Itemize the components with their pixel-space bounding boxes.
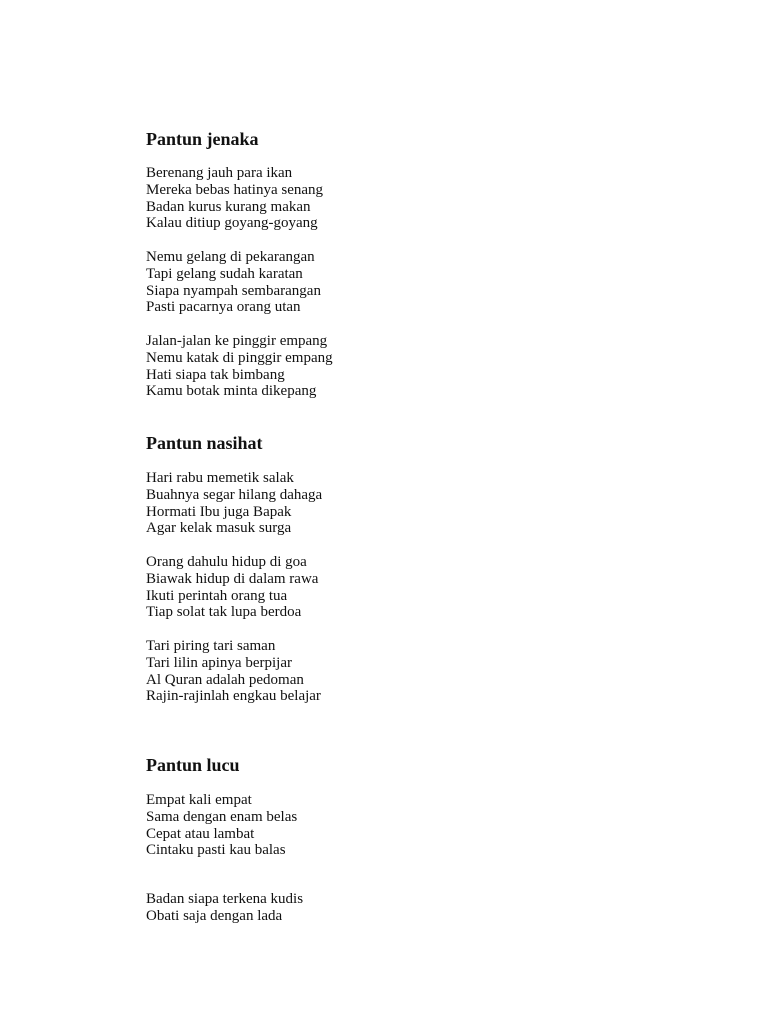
stanza-line: Kamu botak minta dikepang <box>146 383 317 400</box>
stanza-line: Berenang jauh para ikan <box>146 165 293 181</box>
stanza-line: Biawak hidup di dalam rawa <box>146 570 319 587</box>
stanza <box>146 638 321 705</box>
stanza <box>146 165 323 232</box>
stanza-line: Badan kurus kurang makan <box>146 198 311 215</box>
stanza-line: Tari piring tari saman <box>146 638 276 654</box>
stanza <box>146 792 297 859</box>
stanza <box>146 470 322 537</box>
stanza-line: Tiap solat tak lupa berdoa <box>146 604 302 621</box>
section-title-pantun-lucu: Pantun lucu <box>146 755 240 775</box>
stanza-line: Mereka bebas hatinya senang <box>146 181 324 198</box>
section-title-pantun-jenaka: Pantun jenaka <box>146 129 259 149</box>
stanza-line: Al Quran adalah pedoman <box>146 671 304 688</box>
stanza-line: Hati siapa tak bimbang <box>146 366 285 383</box>
stanza-line: Nemu gelang di pekarangan <box>146 249 315 265</box>
stanza-line: Jalan-jalan ke pinggir empang <box>146 333 328 349</box>
stanza-line: Hari rabu memetik salak <box>146 470 294 486</box>
stanza <box>146 891 303 925</box>
stanza-line: Obati saja dengan lada <box>146 907 283 924</box>
stanza-line: Hormati Ibu juga Bapak <box>146 503 292 520</box>
stanza-line: Buahnya segar hilang dahaga <box>146 486 323 503</box>
stanza-line: Orang dahulu hidup di goa <box>146 554 307 570</box>
stanza <box>146 333 333 400</box>
stanza-line: Rajin-rajinlah engkau belajar <box>146 688 321 705</box>
stanza-line: Cintaku pasti kau balas <box>146 842 286 859</box>
stanza-line: Siapa nyampah sembarangan <box>146 282 321 299</box>
stanza-line: Ikuti perintah orang tua <box>146 587 288 604</box>
stanza <box>146 249 321 316</box>
stanza-line: Cepat atau lambat <box>146 825 255 842</box>
stanza-line: Agar kelak masuk surga <box>146 520 292 537</box>
stanza-line: Sama dengan enam belas <box>146 808 298 825</box>
stanza-line: Empat kali empat <box>146 792 252 808</box>
stanza <box>146 554 318 621</box>
stanza-line: Tari lilin apinya berpijar <box>146 654 292 671</box>
stanza-line: Badan siapa terkena kudis <box>146 891 304 907</box>
stanza-line: Pasti pacarnya orang utan <box>146 299 301 316</box>
section-title-pantun-nasihat: Pantun nasihat <box>146 433 263 453</box>
stanza-line: Kalau ditiup goyang-goyang <box>146 215 318 232</box>
stanza-line: Nemu katak di pinggir empang <box>146 349 333 366</box>
stanza-line: Tapi gelang sudah karatan <box>146 265 303 282</box>
